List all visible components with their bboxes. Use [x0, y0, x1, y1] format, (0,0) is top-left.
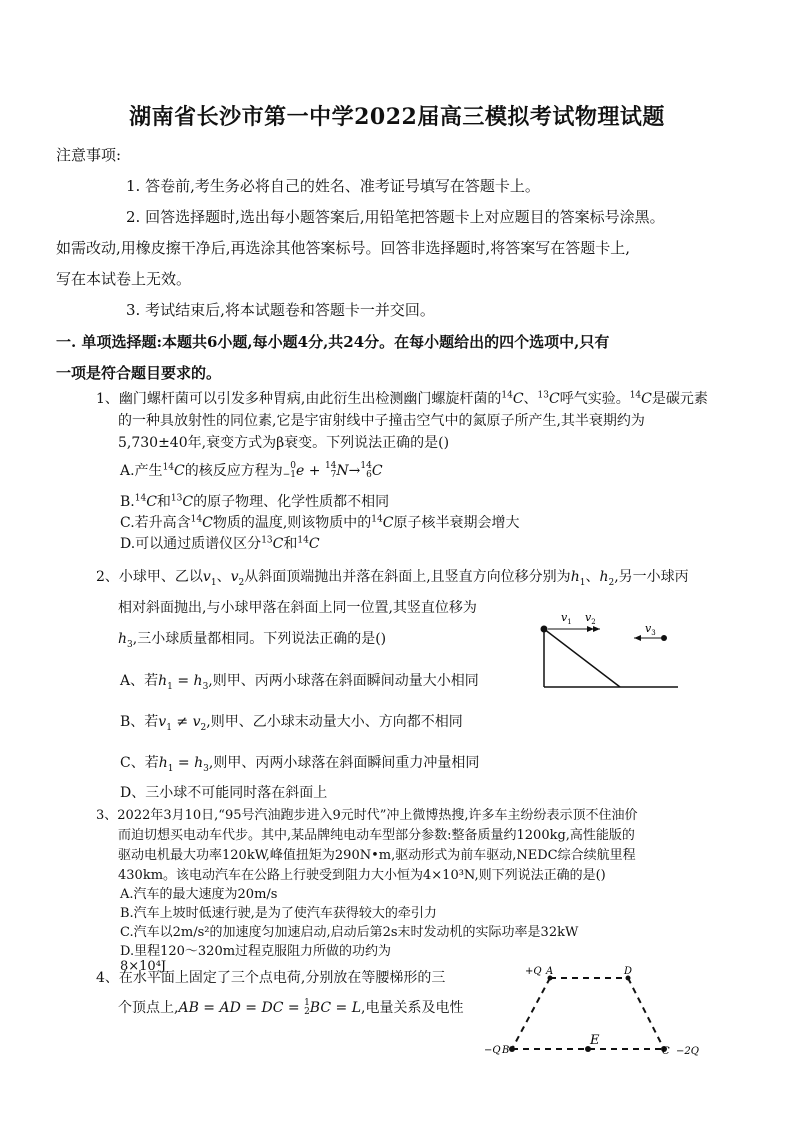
q3-line-1: 3、2022年3月10日,“95号汽油跑步进入9元时代”冲上微博热搜,许多车主纷纷表示顶不住油价 — [96, 808, 638, 823]
charge-b-label: −Q — [484, 1045, 501, 1056]
vertex-b-label: B — [502, 1045, 510, 1056]
q3-line-2: 而迫切想买电动车代步。其中,某品牌纯电动车型部分参数:整备质量约1200kg,高性能版的 — [118, 828, 635, 843]
q4-line-2: 个顶点上,AB = AD = DC = 1 2BC = L,电量关系及电性 — [118, 998, 464, 1017]
q1-line-2: 的一种具放射性的同位素,它是宇宙射线中子撞击空气中的氮原子所产生,其半衰期约为 — [118, 413, 645, 429]
q2-option-c: C、若$h_1 = h_3$,则甲、丙两小球落在斜面瞬间重力冲量相同 — [120, 755, 480, 774]
notice-heading: 注意事项: — [56, 146, 122, 164]
q3-line-4: 430km。该电动汽车在公路上行驶受到阻力大小恒为4×10³N,则下列说法正确的是() — [118, 868, 606, 883]
q2-line-2: 相对斜面抛出,与小球甲落在斜面上同一位置,其竖直位移为 — [118, 600, 477, 616]
notice-item-2-end: 写在本试卷上无效。 — [56, 270, 192, 288]
q3-option-a: A.汽车的最大速度为20m/s — [120, 887, 278, 902]
q2-option-d: D、三小球不可能同时落在斜面上 — [120, 785, 328, 801]
notice-item-2: 2. 回答选择题时,选出每小题答案后,用铅笔把答题卡上对应题目的答案标号涂黑。 — [126, 208, 665, 226]
charge-a-label: +Q — [525, 966, 542, 977]
incline-surface — [544, 629, 620, 687]
point-b — [509, 1046, 515, 1052]
q2-line-3: $h_3$,三小球质量都相同。下列说法正确的是() — [118, 631, 387, 650]
q3-option-d-cont: 8×10⁴J — [120, 959, 167, 974]
q4-line-1: 4、在水平面上固定了三个点电荷,分别放在等腰梯形的三 — [96, 970, 446, 986]
q2-line-1: 2、小球甲、乙以$v_1$、$v_2$从斜面顶端抛出并落在斜面上,且竖直方向位移分别为$h_1$、$h_2$,另一小球丙 — [96, 569, 689, 588]
q1-line-3: 5,730±40年,衰变方式为β衰变。下列说法正确的是() — [118, 435, 450, 451]
q2-option-a: A、若$h_1 = h_3$,则甲、丙两小球落在斜面瞬间动量大小相同 — [120, 673, 479, 692]
edge-dc — [628, 978, 664, 1049]
label-v3: $v_3$ — [645, 622, 656, 637]
q3-line-3: 驱动电机最大功率120kW,峰值扭矩为290N•m,驱动形式为前车驱动,NEDC综合续航里程 — [118, 848, 636, 863]
notice-item-3: 3. 考试结束后,将本试题卷和答题卡一并交回。 — [126, 301, 435, 319]
q1-line-1: 1、幽门螺杆菌可以引发多种胃病,由此衍生出检测幽门螺旋杆菌的$^{14}$C、$^{13}$C呼气实验。$^{14}$C是碳元素 — [96, 390, 708, 407]
q1-option-a: A.产生$^{14}$C的核反应方程为 0 −1e + 14 7N→14 6C — [120, 461, 383, 480]
q2-option-b: B、若$v_1 \ne v_2$,则甲、乙小球末动量大小、方向都不相同 — [120, 714, 463, 733]
edge-ab — [512, 978, 550, 1049]
q3-option-d: D.里程120～320m过程克服阻力所做的功约为 — [120, 944, 392, 959]
page-title: 湖南省长沙市第一中学2022届高三模拟考试物理试题 — [129, 104, 665, 130]
q3-option-c: C.汽车以2m/s²的加速度匀加速启动,启动后第2s末时发动机的实际功率是32kW — [120, 925, 579, 940]
q1-option-b: B.$^{14}$C和$^{13}$C的原子物理、化学性质都不相同 — [120, 493, 390, 510]
notice-item-2-cont: 如需改动,用橡皮擦干净后,再选涂其他答案标号。回答非选择题时,将答案写在答题卡上, — [56, 239, 631, 257]
charge-c-label: −2Q — [676, 1046, 699, 1057]
arrow-v1 — [587, 626, 594, 632]
trapezoid-figure — [480, 960, 710, 1065]
q1-option-c: C.若升高含$^{14}$C物质的温度,则该物质中的$^{14}$C原子核半衰期会增大 — [120, 514, 520, 531]
notice-item-1: 1. 答卷前,考生务必将自己的姓名、准考证号填写在答题卡上。 — [126, 177, 540, 195]
vertex-d-label: D — [624, 966, 633, 977]
section-heading-cont: 一项是符合题目要求的。 — [56, 364, 222, 382]
arrow-v2 — [593, 626, 600, 632]
vertex-c-label: C — [662, 1046, 670, 1057]
q1-option-d: D.可以通过质谱仪区分$^{13}$C和$^{14}$C — [120, 535, 320, 552]
ball-bing — [661, 635, 667, 641]
incline-figure — [530, 605, 690, 695]
point-e-label: E — [590, 1033, 600, 1048]
q3-option-b: B.汽车上坡时低速行驶,是为了使汽车获得较大的牵引力 — [120, 906, 437, 921]
ball-jia-yi — [541, 626, 548, 633]
label-v2: $v_2$ — [585, 611, 596, 626]
vertex-a-label: A — [546, 966, 554, 977]
label-v1: $v_1$ — [561, 611, 572, 626]
section-heading: 一. 单项选择题:本题共6小题,每小题4分,共24分。在每小题给出的四个选项中,只有 — [56, 333, 610, 351]
arrow-v3 — [634, 635, 641, 641]
